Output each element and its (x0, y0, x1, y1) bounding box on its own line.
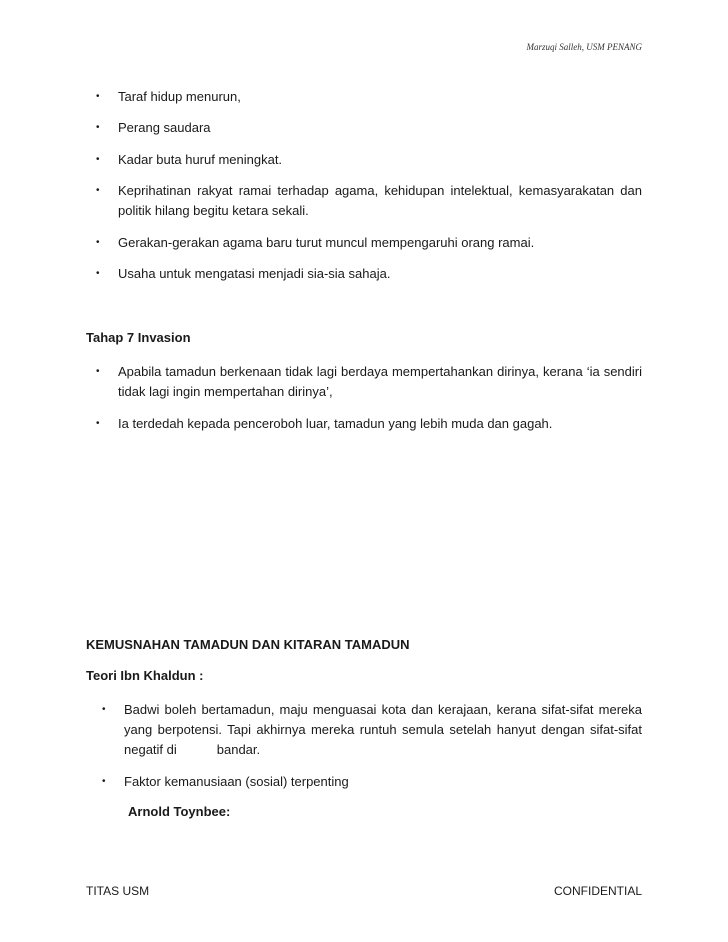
list-item: • Taraf hidup menurun, (118, 87, 642, 107)
list-item: • Gerakan-gerakan agama baru turut muncul mempengaruhi orang ramai. (118, 233, 642, 253)
list-item: • Apabila tamadun berkenaan tidak lagi berdaya mempertahankan dirinya, kerana ‘ia sendiri tidak lagi ingin mempertahan dirinya’, (96, 364, 642, 399)
bullet-icon: • (96, 185, 100, 196)
bullet-icon: • (96, 366, 100, 377)
section-heading-tahap7: Tahap 7 Invasion (86, 330, 191, 345)
list-item: • Keprihatinan rakyat ramai terhadap agama, kehidupan intelektual, kemasyarakatan dan politik hilang begitu ketara sekali. (96, 183, 642, 218)
footer-right: CONFIDENTIAL (553, 884, 642, 898)
page-header: Marzuqi Salleh, USM PENANG (526, 42, 642, 52)
bullet-icon: • (96, 418, 100, 429)
list-item: • Ia terdedah kepada penceroboh luar, tamadun yang lebih muda dan gagah. (118, 414, 642, 434)
list-item: • Faktor kemanusiaan (sosial) terpenting (124, 772, 642, 792)
page-footer (86, 884, 642, 898)
bullet-icon: • (96, 122, 100, 133)
bullet-icon: • (96, 154, 100, 165)
list-item: • Perang saudara (118, 118, 642, 138)
list-item: • Kadar buta huruf meningkat. (118, 150, 642, 170)
bullet-icon: • (102, 704, 106, 715)
bullet-icon: • (96, 91, 100, 102)
list-item: • Badwi boleh bertamadun, maju menguasai kota dan kerajaan, kerana sifat-sifat mereka yang berpotensi. Tapi akhirnya mereka runtuh semula setelah hanyut dengan sifat-sifat negatif di bandar. (102, 702, 642, 757)
footer-left: TITAS USM (86, 884, 150, 898)
list-item: • Usaha untuk mengatasi menjadi sia-sia sahaja. (118, 264, 642, 284)
section-heading-kemusnahan: KEMUSNAHAN TAMADUN DAN KITARAN TAMADUN (86, 637, 410, 652)
bullet-icon: • (102, 776, 106, 787)
section-heading-ibn-khaldun: Teori Ibn Khaldun : (86, 668, 204, 683)
section-heading-toynbee: Arnold Toynbee: (128, 804, 231, 819)
bullet-icon: • (96, 268, 100, 279)
bullet-icon: • (96, 237, 100, 248)
